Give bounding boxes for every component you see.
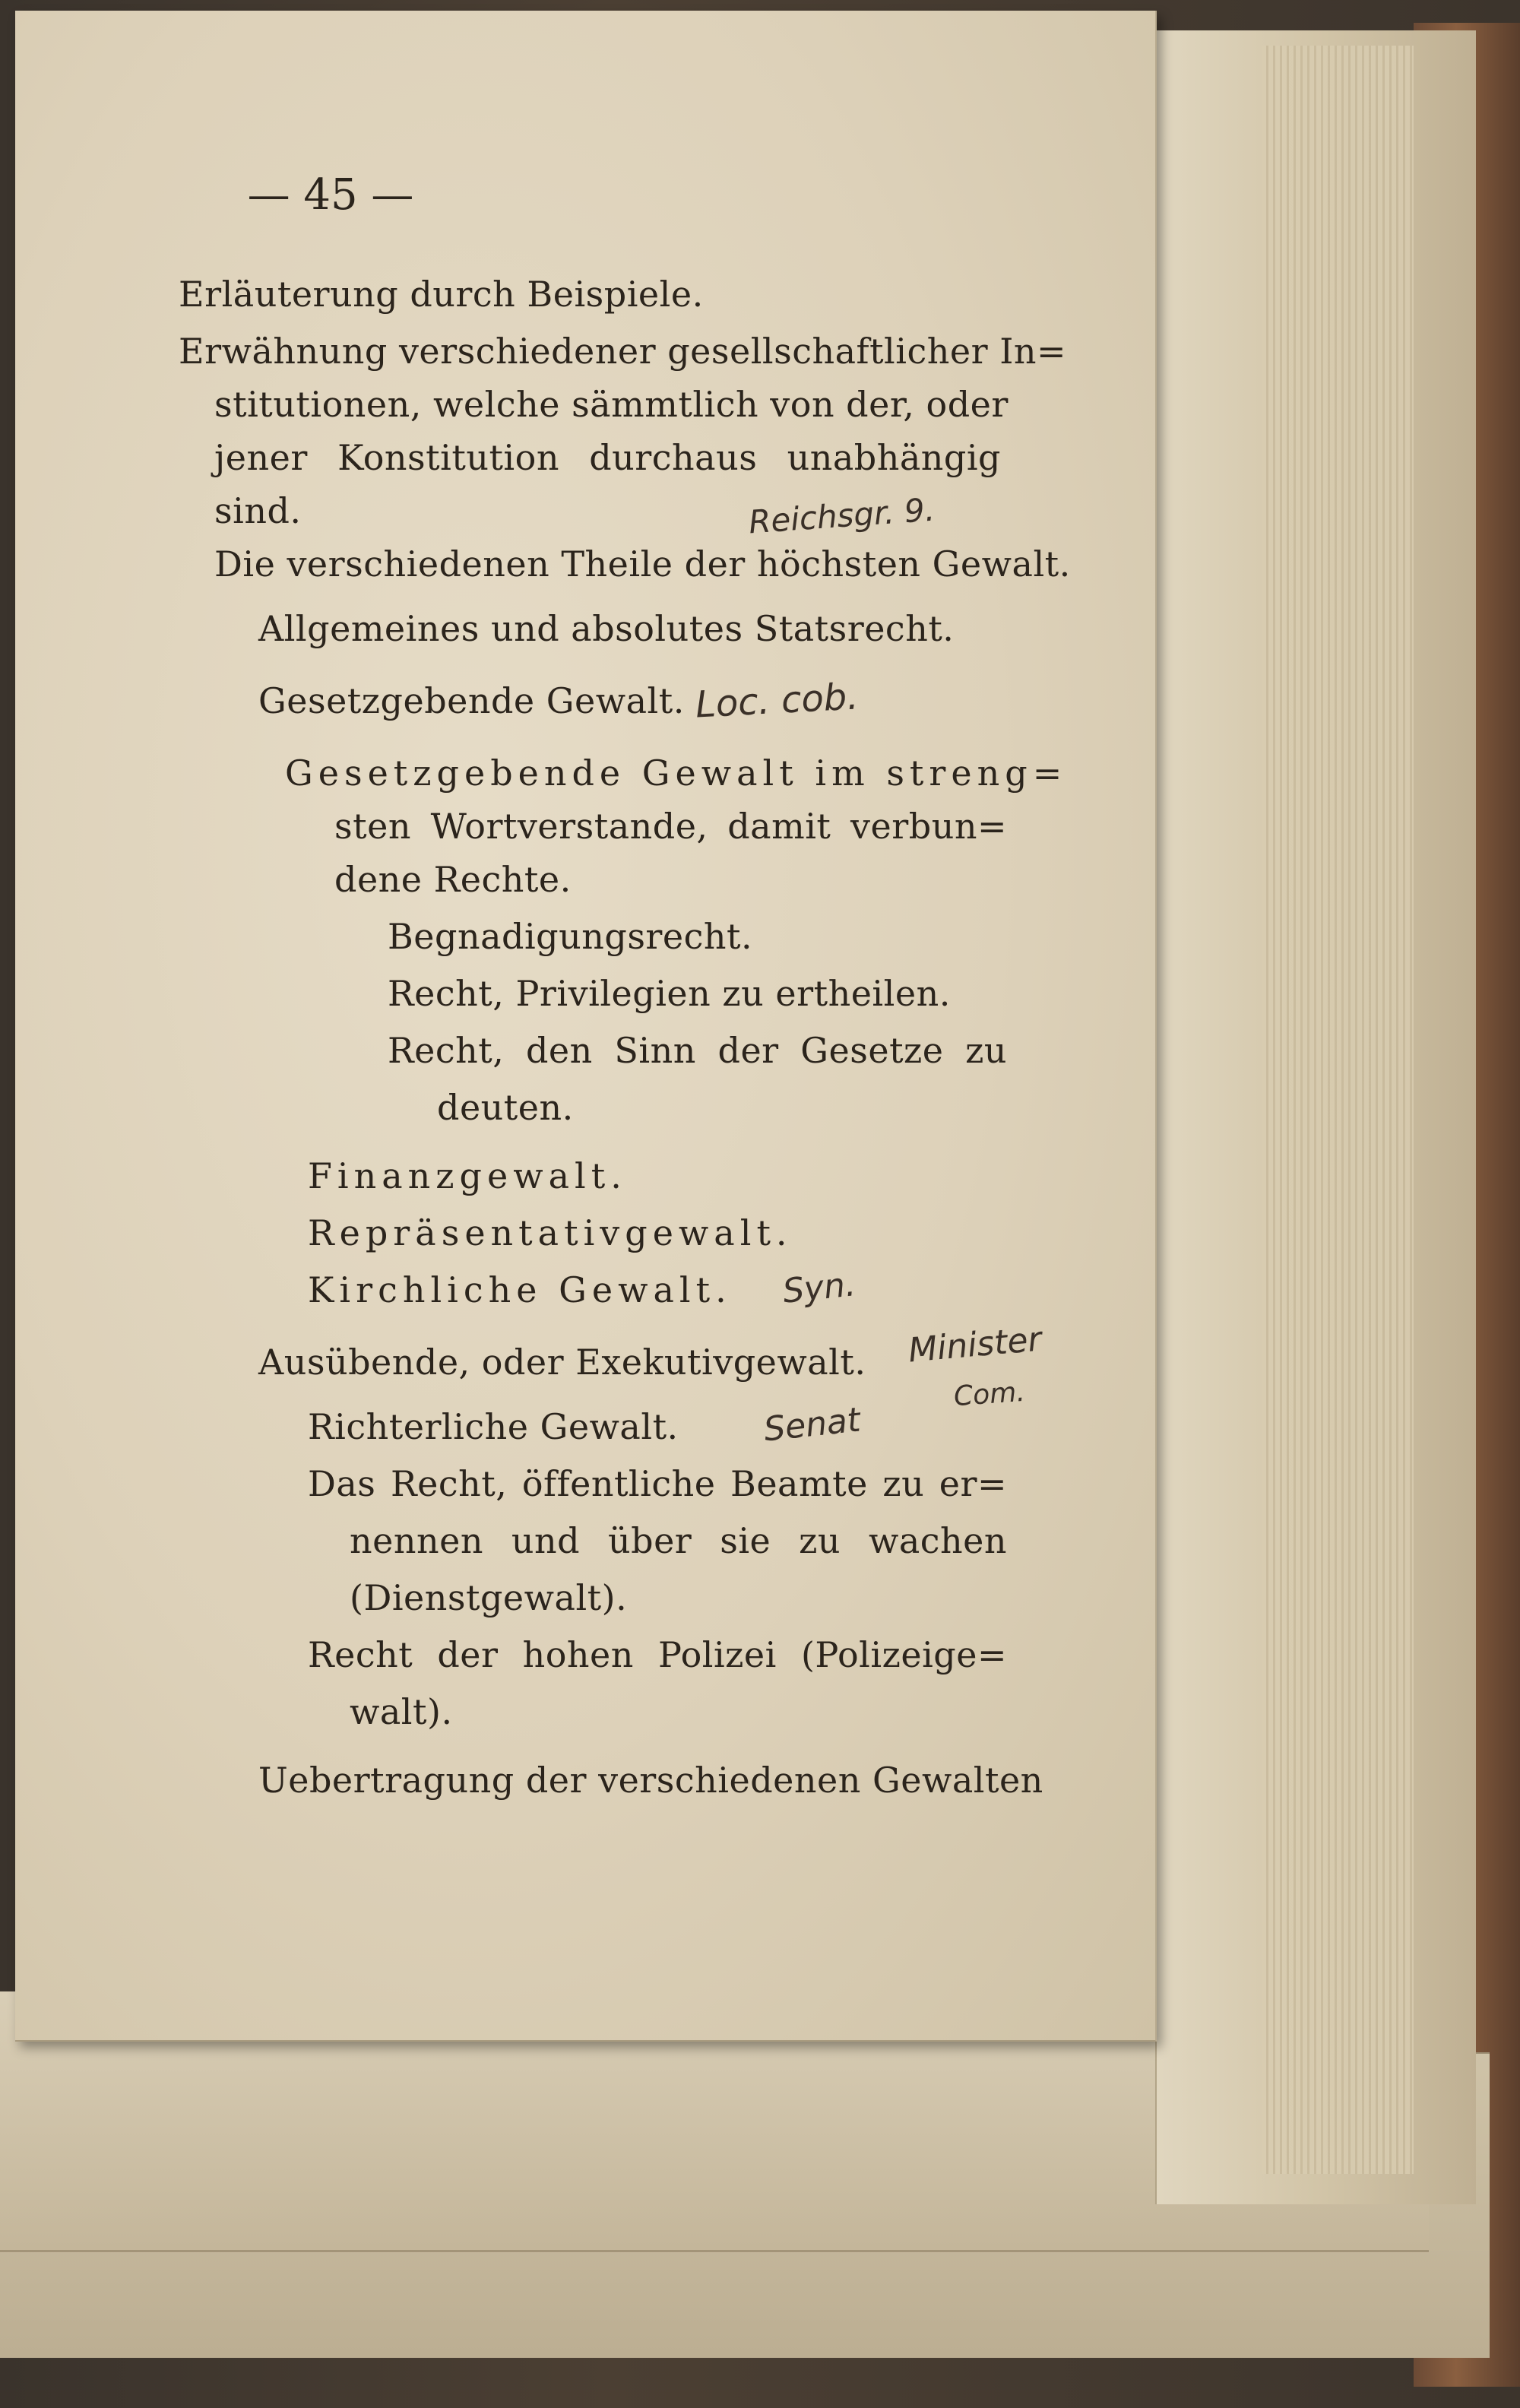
text-line: Ausübende, oder Exekutivgewalt. (258, 1342, 866, 1383)
book-page (15, 11, 1157, 2042)
page-edges (1262, 46, 1414, 2174)
handwritten-note: Senat (762, 1400, 863, 1450)
text-line: Allgemeines und absolutes Statsrecht. (258, 608, 955, 649)
handwritten-note: Syn. (781, 1265, 858, 1311)
text-line: Repräsentativgewalt. (308, 1212, 793, 1253)
text-line: (Dienstgewalt). (350, 1577, 628, 1618)
handwritten-note: Loc. cob. (694, 675, 860, 727)
text-line: Die verschiedenen Theile der höchsten Gewalt. (214, 543, 1071, 585)
text-line: Gesetzgebende Gewalt im streng= (285, 752, 1068, 794)
text-line: Erwähnung verschiedener gesellschaftlicher In= (179, 331, 1067, 372)
text-line: Recht, den Sinn der Gesetze zu (388, 1030, 1007, 1071)
text-line: Recht, Privilegien zu ertheilen. (388, 973, 951, 1014)
text-line: Finanzgewalt. (308, 1155, 627, 1196)
text-line: Recht der hohen Polizei (Polizeige= (308, 1634, 1007, 1675)
handwritten-note: Com. (952, 1376, 1027, 1413)
text-line: stitutionen, welche sämmtlich von der, oder (214, 384, 1009, 425)
text-line: deuten. (437, 1087, 574, 1128)
text-line: Uebertragung der verschiedenen Gewalten (258, 1760, 1043, 1801)
text-line: Begnadigungsrecht. (388, 916, 753, 957)
text-line: Gesetzgebende Gewalt. (258, 680, 685, 721)
text-line: sind. (214, 490, 302, 531)
text-line: dene Rechte. (334, 859, 572, 900)
text-line: nennen und über sie zu wachen (350, 1520, 1007, 1561)
text-line: Das Recht, öffentliche Beamte zu er= (308, 1463, 1007, 1504)
text-line: Erläuterung durch Beispiele. (179, 274, 704, 315)
text-line: walt). (350, 1691, 453, 1732)
page-number: — 45 — (247, 170, 414, 220)
text-line: sten Wortverstande, damit verbun= (334, 806, 1007, 847)
text-line: jener Konstitution durchaus unabhängig (214, 437, 1001, 478)
text-line: Kirchliche Gewalt. (308, 1269, 732, 1310)
text-line: Richterliche Gewalt. (308, 1406, 679, 1447)
handwritten-note: Minister (907, 1320, 1043, 1370)
handwritten-note: Reichsgr. 9. (747, 490, 936, 541)
